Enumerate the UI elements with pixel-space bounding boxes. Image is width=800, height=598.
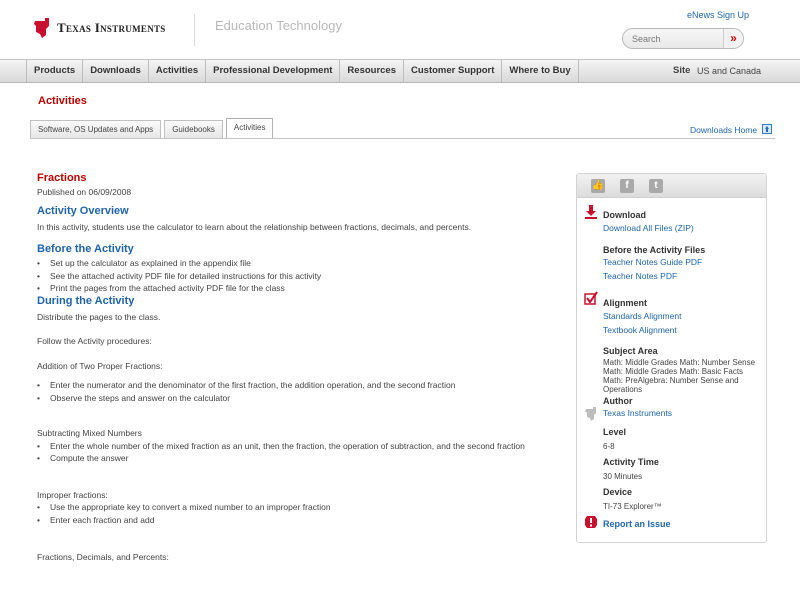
alert-icon: [584, 515, 598, 529]
level-value: 6-8: [603, 442, 615, 451]
subject-line: Math: Middle Grades Math: Number Sense: [603, 358, 756, 367]
section-title: Education Technology: [215, 18, 342, 33]
report-issue-link[interactable]: Report an Issue: [603, 519, 671, 529]
subtracting-label: Subtracting Mixed Numbers: [37, 428, 142, 438]
brand-name: Texas Instruments: [57, 20, 166, 35]
nav-item-customer-support[interactable]: Customer Support: [404, 60, 502, 82]
time-value: 30 Minutes: [603, 472, 643, 481]
nav-item-where-to-buy[interactable]: Where to Buy: [502, 60, 578, 82]
subject-line: Operations: [603, 385, 643, 394]
twitter-icon[interactable]: t: [649, 179, 663, 193]
tabs-divider: [30, 138, 775, 139]
thumbs-up-icon[interactable]: 👍: [591, 180, 605, 191]
subject-line: Math: PreAlgebra: Number Sense and: [603, 376, 739, 385]
activity-sidebar: [576, 173, 767, 543]
teacher-notes-guide-link[interactable]: Teacher Notes Guide PDF: [603, 257, 703, 267]
alignment-section: [603, 298, 768, 337]
tab-activities[interactable]: Activities: [226, 118, 274, 138]
subtracting-list: [37, 440, 557, 465]
overview-text: In this activity, students use the calculator to learn about the relationship between fractions, decimals, and percents.: [37, 221, 472, 232]
site-header: [0, 0, 800, 58]
activity-title: Fractions: [37, 172, 87, 184]
time-heading: Activity Time: [603, 457, 659, 467]
list-item: • See the attached activity PDF file for detailed instructions for this activity: [37, 270, 557, 283]
list-item: • Print the pages from the attached activity PDF file for the class: [37, 282, 557, 295]
published-date: Published on 06/09/2008: [37, 187, 132, 197]
before-list: [37, 257, 557, 295]
device-value: TI-73 Explorer™: [603, 502, 662, 511]
during-heading: During the Activity: [37, 294, 135, 307]
download-icon: [584, 205, 598, 219]
device-heading: Device: [603, 487, 633, 497]
nav-item-resources[interactable]: Resources: [340, 60, 404, 82]
list-item: [37, 440, 557, 453]
list-item: • Observe the steps and answer on the calculator: [37, 392, 557, 405]
author-heading: Author: [603, 396, 633, 406]
improper-label: Improper fractions:: [37, 489, 108, 500]
facebook-icon[interactable]: f: [620, 179, 634, 193]
before-files-section: [603, 245, 768, 283]
site-label: Site: [673, 65, 691, 76]
nav-item-downloads[interactable]: Downloads: [83, 60, 149, 82]
alignment-heading: Alignment: [603, 298, 647, 308]
subject-line: Math: Middle Grades Math: Basic Facts: [603, 367, 744, 376]
author-section: [603, 396, 768, 420]
ti-logo[interactable]: [33, 18, 166, 38]
header-divider: [194, 14, 195, 46]
download-all-files-link[interactable]: Download All Files (ZIP): [603, 223, 694, 233]
download-heading: Download: [603, 210, 646, 220]
downloads-home-link[interactable]: Downloads Home: [690, 125, 758, 135]
before-heading: Before the Activity: [37, 243, 134, 255]
author-link[interactable]: Texas Instruments: [603, 408, 672, 418]
download-section: [603, 210, 768, 235]
textbook-alignment-link[interactable]: Textbook Alignment: [603, 325, 677, 335]
fdp-label: Fractions, Decimals, and Percents:: [37, 552, 169, 562]
list-item: • Enter each fraction and add: [37, 514, 557, 527]
improper-list: [37, 501, 557, 526]
checkbox-icon: [584, 291, 598, 305]
download-tabs: [30, 120, 273, 138]
addition-label: Addition of Two Proper Fractions:: [37, 360, 163, 371]
search-input[interactable]: [623, 29, 725, 48]
tab-software-os-updates[interactable]: Software, OS Updates and Apps: [30, 120, 161, 138]
tab-guidebooks[interactable]: Guidebooks: [164, 120, 223, 138]
main-nav: [0, 59, 800, 83]
author-logo-icon: [584, 407, 598, 421]
share-bar: [577, 174, 766, 198]
nav-item-professional-development[interactable]: Professional Development: [206, 60, 340, 82]
subject-heading: Subject Area: [603, 346, 658, 356]
during-text-1: Distribute the pages to the class.: [37, 311, 161, 322]
list-item: • Set up the calculator as explained in the appendix file: [37, 257, 557, 270]
subject-section: [603, 346, 768, 394]
overview-heading: Activity Overview: [37, 204, 129, 217]
device-section: [603, 487, 768, 511]
during-text-2: Follow the Activity procedures:: [37, 336, 152, 346]
addition-list: [37, 379, 557, 404]
ti-logo-icon: [33, 18, 51, 38]
nav-item-activities[interactable]: Activities: [149, 60, 206, 82]
page-title: Activities: [38, 95, 87, 107]
site-selector[interactable]: US and Canada: [697, 66, 762, 76]
nav-item-products[interactable]: Products: [26, 60, 83, 82]
search-box: [622, 28, 744, 49]
home-icon[interactable]: [762, 124, 772, 134]
time-section: [603, 457, 768, 481]
search-button[interactable]: »: [723, 29, 743, 48]
list-item-text: Enter the whole number of the mixed fraction as an unit, then the fraction, the operation of subtraction, and the second fraction: [50, 440, 525, 451]
list-item: • Use the appropriate key to convert a mixed number to an improper fraction: [37, 501, 557, 514]
standards-alignment-link[interactable]: Standards Alignment: [603, 311, 682, 321]
enews-signup-link[interactable]: eNews Sign Up: [687, 10, 750, 20]
level-section: [603, 427, 768, 451]
activity-content: [37, 172, 557, 564]
level-heading: Level: [603, 427, 627, 437]
list-item: • Enter the numerator and the denominator of the first fraction, the addition operation, and the second fraction: [37, 379, 557, 392]
before-files-heading: Before the Activity Files: [603, 245, 706, 255]
teacher-notes-link[interactable]: Teacher Notes PDF: [603, 271, 678, 281]
list-item: • Compute the answer: [37, 452, 557, 465]
